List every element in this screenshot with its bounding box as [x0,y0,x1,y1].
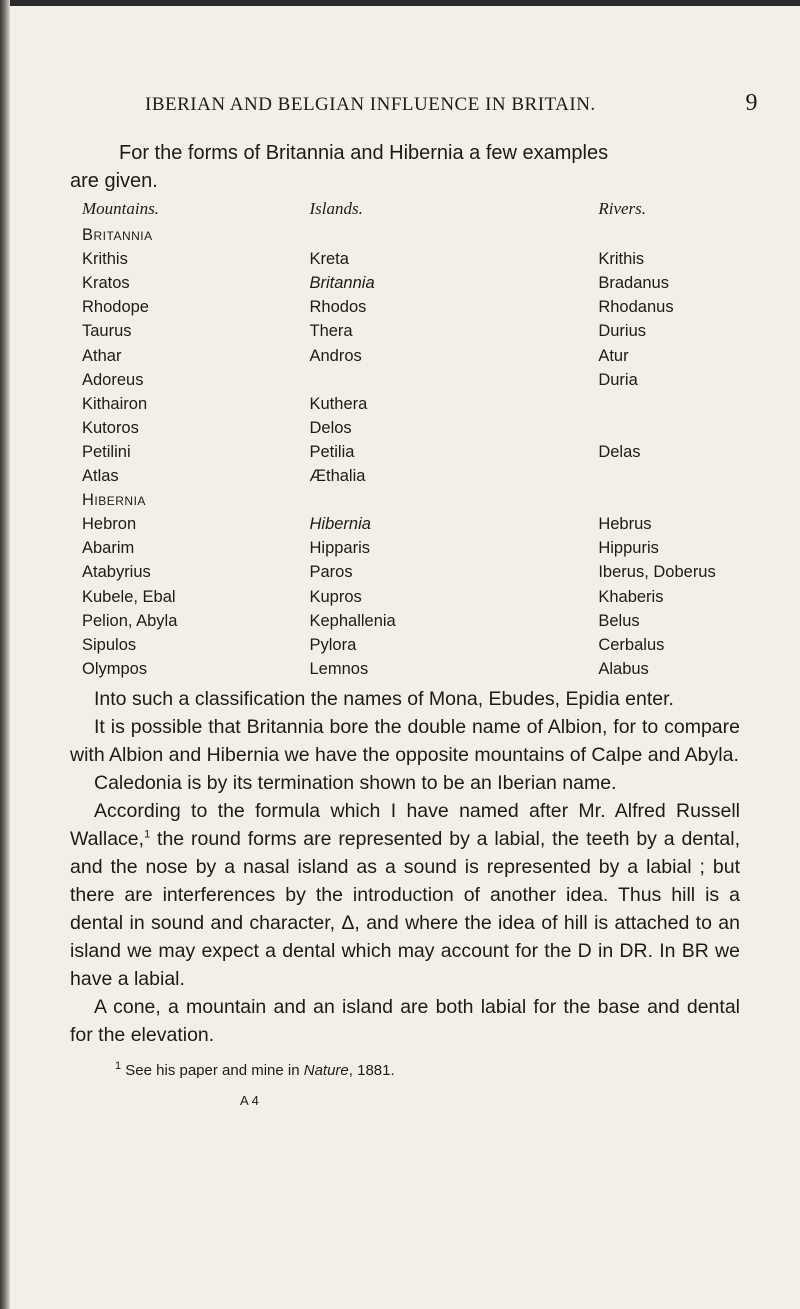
running-head [70,90,758,117]
mountain-cell: Kithairon [82,394,148,413]
island-cell: Rhodos [309,298,367,317]
paragraph-1: Into such a classification the names of Mona, Ebudes, Epidia enter. [94,687,674,710]
page-number: 9 [745,90,758,116]
table-row [82,607,742,631]
footnote-text-a: See his paper and mine in [121,1061,304,1079]
mountain-cell: Sipulos [82,635,137,654]
island-cell [295,366,554,390]
island-cell: Paros [309,563,353,582]
mountain-cell: Kubele, Ebal [82,587,176,606]
table-row [82,414,742,438]
group-label: Hibernia [82,491,146,510]
paragraph-4 [70,797,740,993]
page [70,90,758,1115]
forms-table [82,197,742,679]
mountain-cell: Athar [82,346,122,365]
intro-line-2: are given. [70,170,158,192]
paragraph-4-b: the round forms are represented by a labial, the teeth by a dental, and the nose by a nasal island as a sound is represented by a labial ; but there are interferences by the introduction of another idea. Thus hill is a dental in sound and character, Δ, and where the idea of hill is attached to an island we may expect a dental which may account for the D in DR. In BR we have a labial. [70,827,740,990]
river-cell [553,390,742,414]
island-cell: Thera [309,322,353,341]
river-cell: Bradanus [598,274,669,293]
group-label: Britannia [82,226,153,245]
river-cell: Duria [598,370,638,389]
intro-paragraph [70,139,740,195]
river-cell: Khaberis [598,587,664,606]
body-text [70,685,740,1115]
river-cell [553,462,742,486]
island-cell: Hipparis [309,539,371,558]
table-row [82,269,742,293]
group-row [82,486,742,510]
island-cell: Petilia [309,442,355,461]
mountain-cell: Taurus [82,322,132,341]
river-cell: Alabus [598,659,649,678]
table-row [82,558,742,582]
island-cell: Lemnos [309,659,369,678]
footnote-text-b: , 1881. [348,1061,395,1079]
table-row [82,390,742,414]
mountain-cell: Kutoros [82,418,139,437]
mountain-cell: Atlas [82,467,119,486]
table-row [82,366,742,390]
island-cell: Andros [309,346,362,365]
table-row [82,462,742,486]
mountain-cell: Abarim [82,539,135,558]
header-islands: Islands. [309,199,363,218]
river-cell: Rhodanus [598,298,674,317]
table-row [82,438,742,462]
table-row [82,655,742,679]
table-row [82,510,742,534]
header-mountains: Mountains. [82,199,159,218]
river-cell: Durius [598,322,647,341]
footnote-marker: 1 [115,1059,122,1072]
footnote [70,1057,740,1085]
intro-line-1: For the forms of Britannia and Hibernia a few examples [119,142,609,164]
paragraph-2: It is possible that Britannia bore the double name of Albion, for to compare with Albion and Hibernia we have the opposite mountains of Calpe and Abyla. [70,715,740,766]
mountain-cell: Krithis [82,250,128,269]
island-cell: Æthalia [309,467,366,486]
paragraph-4-a: According to the formula which I have named after Mr. Alfred Russell Wallace, [70,799,740,850]
island-cell: Delos [309,418,352,437]
island-cell: Kephallenia [309,611,396,630]
mountain-cell: Hebron [82,515,137,534]
mountain-cell: Pelion, Abyla [82,611,178,630]
paragraph-3: Caledonia is by its termination shown to be an Iberian name. [94,771,617,794]
island-cell: Britannia [309,274,375,293]
group-row [82,221,742,245]
river-cell: Atur [598,346,629,365]
mountain-cell: Petilini [82,442,131,461]
river-cell: Belus [598,611,640,630]
island-cell: Kuthera [309,394,368,413]
river-cell: Delas [598,442,641,461]
mountain-cell: Kratos [82,274,130,293]
table-row [82,317,742,341]
forms-table-body [82,221,742,679]
mountain-cell: Rhodope [82,298,149,317]
running-head-title: IBERIAN AND BELGIAN INFLUENCE IN BRITAIN. [145,94,596,115]
river-cell: Hippuris [598,539,659,558]
table-row [82,293,742,317]
footnote-ref: 1 [144,828,151,841]
table-row [82,582,742,606]
mountain-cell: Adoreus [82,370,144,389]
table-row [82,245,742,269]
header-rivers: Rivers. [598,199,647,218]
mountain-cell: Olympos [82,659,148,678]
top-border [0,0,800,6]
signature-mark: A 4 [240,1092,259,1108]
page-edge-shadow [0,0,10,1309]
table-row [82,341,742,365]
river-cell: Hebrus [598,515,652,534]
river-cell: Cerbalus [598,635,665,654]
river-cell: Iberus, Doberus [598,563,716,582]
island-cell: Kreta [309,250,349,269]
table-row [82,534,742,558]
footnote-journal: Nature [303,1061,349,1079]
island-cell: Hibernia [309,515,371,534]
river-cell [553,414,742,438]
river-cell: Krithis [598,250,645,269]
island-cell: Kupros [309,587,362,606]
mountain-cell: Atabyrius [82,563,151,582]
paragraph-5: A cone, a mountain and an island are both labial for the base and dental for the elevation. [70,995,740,1046]
table-row [82,631,742,655]
island-cell: Pylora [309,635,357,654]
